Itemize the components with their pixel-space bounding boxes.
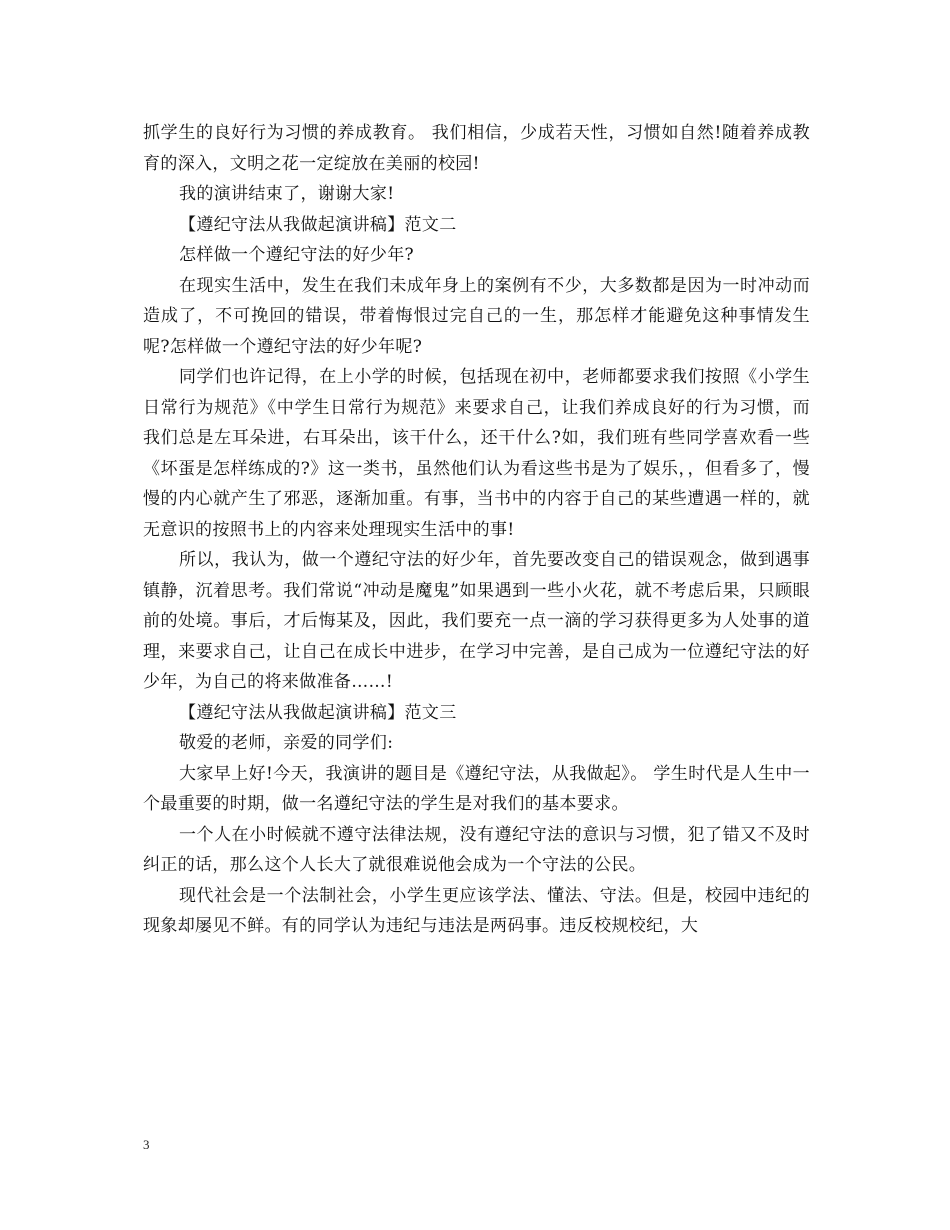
paragraph-12: 现代社会是一个法制社会，小学生更应该学法、懂法、守法。但是，校园中违纪的现象却屡见不鲜。有的同学认为违纪与违法是两码事。违反校规校纪，大 xyxy=(143,885,810,936)
paragraph-9: 敬爱的老师，亲爱的同学们: xyxy=(179,733,394,753)
paragraph-10: 大家早上好!今天，我演讲的题目是《遵纪守法，从我做起》。 学生时代是人生中一个最重要的时期，做一名遵纪守法的学生是对我们的基本要求。 xyxy=(143,763,810,814)
paragraph-4: 怎样做一个遵纪守法的好少年? xyxy=(179,245,415,265)
paragraph-7: 所以，我认为，做一个遵纪守法的好少年，首先要改变自己的错误观念，做到遇事镇静，沉着思考。我们常说“冲动是魔鬼”如果遇到一些小火花，就不考虑后果，只顾眼前的处境。事后，才后悔某及，因此，我们要充一点一滴的学习获得更多为人处事的道理，来要求自己，让自己在成长中进步，在学习中完善，是自己成为一位遵纪守法的好少年，为自己的将来做准备……! xyxy=(143,550,810,692)
section-heading-2: 【遵纪守法从我做起演讲稿】范文二 xyxy=(179,214,457,235)
paragraph-11: 一个人在小时候就不遵守法律法规，没有遵纪守法的意识与习惯，犯了错又不及时纠正的话，那么这个人长大了就很难说他会成为一个守法的公民。 xyxy=(143,824,810,875)
paragraph-5: 在现实生活中，发生在我们未成年身上的案例有不少，大多数都是因为一时冲动而造成了，不可挽回的错误，带着悔恨过完自己的一生，那怎样才能避免这种事情发生呢?怎样做一个遵纪守法的好少年呢? xyxy=(143,275,810,357)
paragraph-2: 我的演讲结束了，谢谢大家! xyxy=(179,184,395,204)
paragraph-6: 同学们也许记得，在上小学的时候，包括现在初中，老师都要求我们按照《小学生日常行为规范》《中学生日常行为规范》来要求自己，让我们养成良好的行为习惯，而我们总是左耳朵进，右耳朵出，该干什么，还干什么?如，我们班有些同学喜欢看一些《坏蛋是怎样练成的?》这一类书，虽然他们认为看这些书是为了娱乐，，但看多了，慢慢的内心就产生了邪恶，逐渐加重。有事，当书中的内容于自己的某些遭遇一样的，就无意识的按照书上的内容来处理现实生活中的事! xyxy=(143,367,810,540)
section-heading-3: 【遵纪守法从我做起演讲稿】范文三 xyxy=(179,702,457,723)
paragraph-1: 抓学生的良好行为习惯的养成教育。 我们相信，少成若天性，习惯如自然!随着养成教育的深入，文明之花一定绽放在美丽的校园! xyxy=(143,123,810,174)
page-number: 3 xyxy=(143,1137,150,1152)
document-page xyxy=(143,118,810,942)
